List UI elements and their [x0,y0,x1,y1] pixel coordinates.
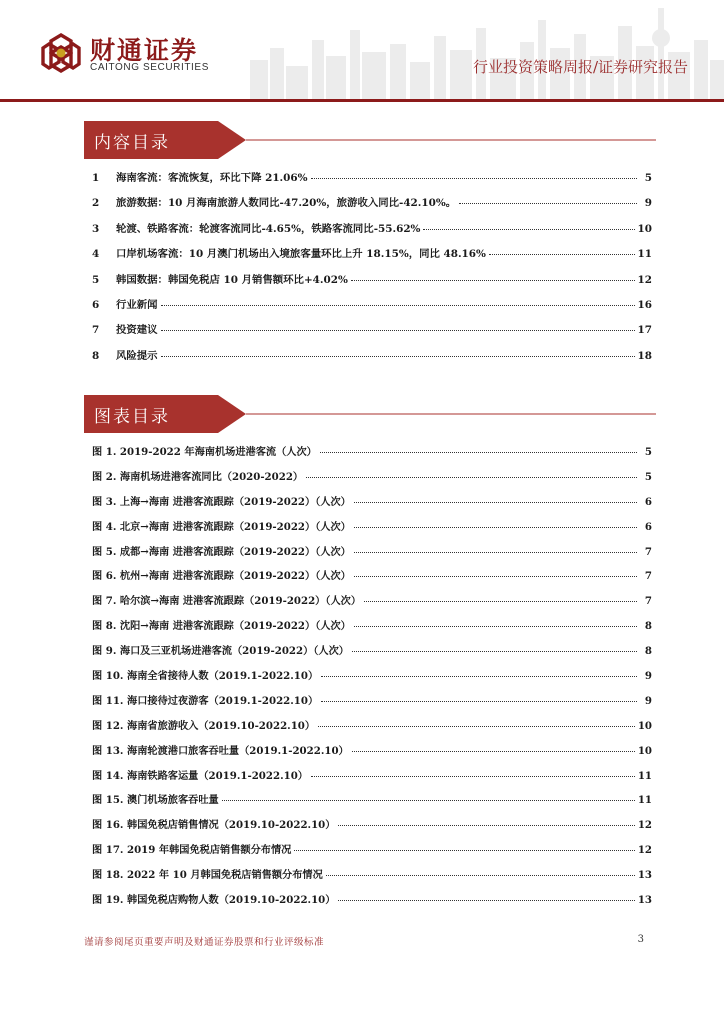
figure-entry[interactable] [92,841,652,866]
figure-entry[interactable] [92,717,652,742]
toc-entry-title: 风险提示 [116,349,158,362]
report-type-label: 行业投资策略周报/证券研究报告 [472,58,688,76]
toc-entry-page: 9 [644,197,652,210]
figure-entry-page: 7 [644,595,652,608]
dot-leader [294,850,634,851]
figure-entry-title: 图 12. 海南省旅游收入（2019.10-2022.10） [92,719,316,732]
figure-entry-title: 图 17. 2019 年韩国免税店销售额分布情况 [92,844,292,857]
toc-entry-title: 旅游数据：10 月海南旅游人数同比-47.20%，旅游收入同比-42.10%。 [116,197,457,210]
figure-entry-title: 图 4. 北京→海南 进港客流跟踪（2019-2022）（人次） [92,520,351,533]
figures-list [92,443,652,916]
header-divider [0,99,724,102]
toc-entry[interactable] [92,321,652,346]
figure-entry-page: 5 [644,470,652,483]
figure-entry-page: 6 [644,520,652,533]
toc-entry[interactable] [92,245,652,270]
figure-entry-title: 图 6. 杭州→海南 进港客流跟踪（2019-2022）（人次） [92,570,351,583]
figure-entry-page: 13 [637,869,652,882]
footer-disclaimer: 谨请参阅尾页重要声明及财通证券股票和行业评级标准 [84,937,325,948]
figure-entry[interactable] [92,767,652,792]
dot-leader [338,825,634,826]
toc-entry-number: 4 [92,248,100,261]
dot-leader [354,576,637,577]
logo-english-name: CAITONG SECURITIES [90,62,209,73]
figure-entry-page: 8 [644,620,652,633]
figure-entry-page: 10 [637,719,652,732]
dot-leader [423,229,634,230]
dot-leader [354,552,637,553]
dot-leader [222,800,635,801]
figure-entry-page: 10 [637,744,652,757]
toc-entry-title: 口岸机场客流：10 月澳门机场出入境旅客量环比上升 18.15%，同比 48.16% [116,248,486,261]
figure-entry-page: 11 [637,794,652,807]
dot-leader [364,601,637,602]
figure-entry-page: 8 [644,645,652,658]
toc-entry-page: 12 [637,273,652,286]
contents-banner [84,121,656,159]
contents-section [84,121,656,159]
toc-entry-page: 11 [637,248,652,261]
figure-entry-title: 图 5. 成都→海南 进港客流跟踪（2019-2022）（人次） [92,545,351,558]
figure-entry-title: 图 2. 海南机场进港客流同比（2020-2022） [92,470,304,483]
dot-leader [161,330,635,331]
dot-leader [320,452,637,453]
toc-entry-page: 18 [637,349,652,362]
toc-entry-title: 韩国数据：韩国免税店 10 月销售额环比+4.02% [116,273,348,286]
toc-entry[interactable] [92,347,652,372]
toc-entry-number: 8 [92,349,100,362]
figure-entry-page: 13 [637,894,652,907]
figure-entry[interactable] [92,667,652,692]
dot-leader [354,626,637,627]
figure-entry-title: 图 19. 韩国免税店购物人数（2019.10-2022.10） [92,894,336,907]
figure-entry-title: 图 13. 海南轮渡港口旅客吞吐量（2019.1-2022.10） [92,744,349,757]
dot-leader [321,701,637,702]
figure-entry-title: 图 14. 海南铁路客运量（2019.1-2022.10） [92,769,308,782]
figure-entry-page: 12 [637,844,652,857]
toc-entry-number: 2 [92,197,100,210]
toc-entry-number: 5 [92,273,100,286]
figure-entry[interactable] [92,493,652,518]
figure-entry[interactable] [92,891,652,916]
toc-entry[interactable] [92,296,652,321]
toc-entry-page: 16 [637,298,652,311]
toc-entry-title: 海南客流：客流恢复，环比下降 21.06% [116,172,308,184]
dot-leader [338,900,634,901]
toc-entry[interactable] [92,220,652,245]
figure-entry[interactable] [92,567,652,592]
toc-entry-number: 3 [92,222,100,235]
toc-entry-title: 行业新闻 [116,298,158,311]
dot-leader [311,776,635,777]
figure-entry[interactable] [92,518,652,543]
figure-entry[interactable] [92,468,652,493]
figure-entry-title: 图 11. 海口接待过夜游客（2019.1-2022.10） [92,694,319,707]
toc-entry-page: 10 [637,222,652,235]
dot-leader [354,502,637,503]
toc-entry-title: 投资建议 [116,324,158,337]
figure-entry-page: 7 [644,570,652,583]
figure-entry[interactable] [92,443,652,468]
toc-entry[interactable] [92,169,652,194]
figure-entry-title: 图 3. 上海→海南 进港客流跟踪（2019-2022）（人次） [92,495,351,508]
figures-banner [84,395,656,433]
figure-entry[interactable] [92,692,652,717]
figure-entry[interactable] [92,742,652,767]
caitong-logo-icon [40,32,82,74]
caitong-logo [40,30,240,80]
figure-entry-title: 图 1. 2019-2022 年海南机场进港客流（人次） [92,446,317,458]
dot-leader [352,651,637,652]
figure-entry[interactable] [92,642,652,667]
figure-entry-page: 6 [644,495,652,508]
figure-entry-page: 11 [637,769,652,782]
dot-leader [351,280,635,281]
dot-leader [354,527,637,528]
dot-leader [311,178,638,179]
figure-entry-title: 图 16. 韩国免税店销售情况（2019.10-2022.10） [92,819,336,832]
toc-entry-number: 7 [92,324,100,337]
figure-entry[interactable] [92,617,652,642]
figures-title: 图表目录 [94,407,170,427]
figure-entry-page: 9 [644,694,652,707]
toc-entry[interactable] [92,271,652,296]
dot-leader [161,305,635,306]
figure-entry[interactable] [92,866,652,891]
dot-leader [306,477,637,478]
contents-title: 内容目录 [94,133,170,153]
dot-leader [161,356,635,357]
figure-entry-title: 图 9. 海口及三亚机场进港客流（2019-2022）（人次） [92,645,349,658]
dot-leader [318,726,635,727]
figure-entry-title: 图 8. 沈阳→海南 进港客流跟踪（2019-2022）（人次） [92,620,351,633]
figure-entry[interactable] [92,791,652,816]
figure-entry-page: 12 [637,819,652,832]
figure-entry-title: 图 18. 2022 年 10 月韩国免税店销售额分布情况 [92,869,323,882]
dot-leader [459,203,637,204]
dot-leader [489,254,635,255]
figure-entry-title: 图 10. 海南全省接待人数（2019.1-2022.10） [92,670,319,683]
toc-entry-title: 轮渡、铁路客流：轮渡客流同比-4.65%，铁路客流同比-55.62% [116,222,421,235]
figure-entry-page: 5 [644,446,652,458]
page-number: 3 [637,934,644,945]
dot-leader [321,676,637,677]
dot-leader [352,751,635,752]
figure-entry[interactable] [92,543,652,568]
figure-entry-title: 图 7. 哈尔滨→海南 进港客流跟踪（2019-2022）（人次） [92,595,362,608]
toc-entry[interactable] [92,194,652,219]
figure-entry[interactable] [92,816,652,841]
figure-entry-page: 9 [644,670,652,683]
figure-entry[interactable] [92,592,652,617]
toc-entry-number: 6 [92,298,100,311]
toc-entry-number: 1 [92,172,100,184]
toc-entry-page: 5 [644,172,652,184]
page-header [0,0,724,104]
toc-entry-page: 17 [637,324,652,337]
figure-entry-title: 图 15. 澳门机场旅客吞吐量 [92,794,219,807]
figures-section [84,395,656,433]
dot-leader [326,875,635,876]
logo-chinese-name: 财通证券 [90,36,199,65]
contents-list [92,169,652,372]
figure-entry-page: 7 [644,545,652,558]
